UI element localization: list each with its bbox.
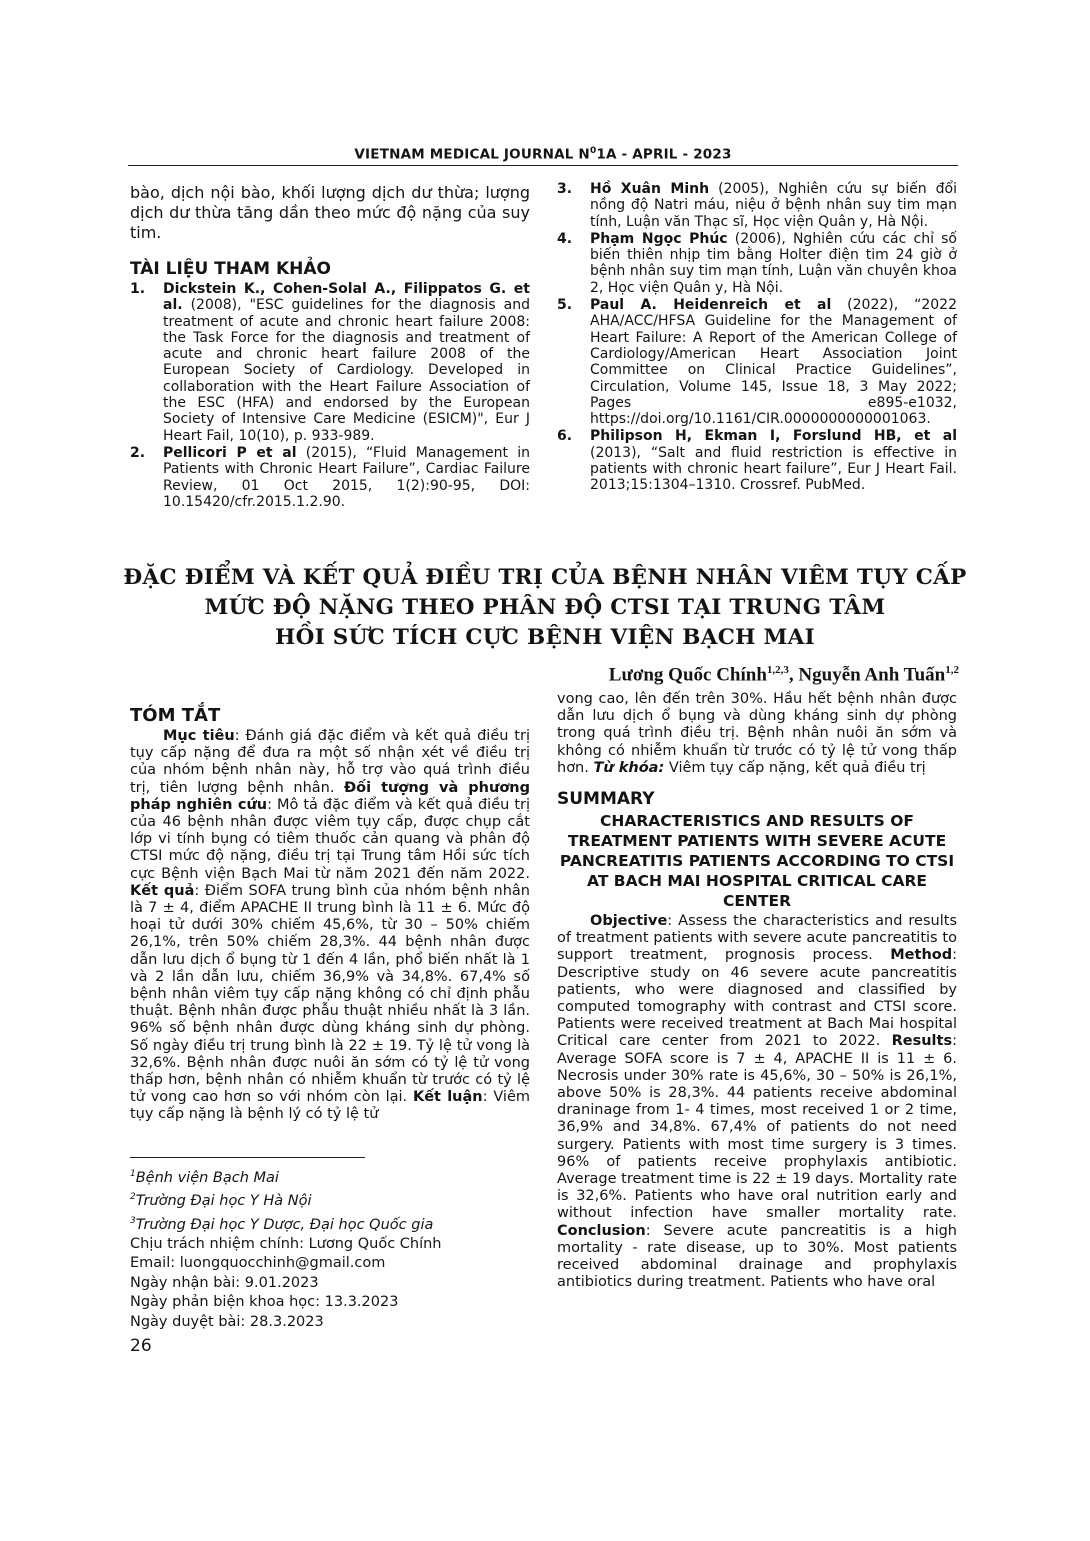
summary-column <box>557 691 957 1291</box>
page-number: 26 <box>130 1336 152 1356</box>
previous-paragraph-end: bào, dịch nội bào, khối lượng dịch dư thừa; lượng dịch dư thừa tăng dần theo mức độ nặng của suy tim. <box>130 183 530 242</box>
reference-item: 3. Hồ Xuân Minh (2005), Nghiên cứu sự biến đổi nồng độ Natri máu, niệu ở bệnh nhân suy tim mạn tính, Luận văn Thạc sĩ, Học viện Quân y, Hà Nội. <box>557 181 957 230</box>
top-left-column <box>130 183 530 511</box>
summary-heading: SUMMARY <box>557 789 655 810</box>
summary-body: Objective: Assess the characteristics and results of treatment patients with severe acute pancreatitis to support treatment, prognosis process. Method: Descriptive study on 46 severe acute pancreatitis patients, who were diagnosed and classified by computed tomography with contrast and CTSI score. Patients were received treatment at Bach Mai hospital Critical care center from 2021 to 2022. Results: Average SOFA score is 7 ± 4, APACHE II is 11 ± 6. Necrosis under 30% rate is 45,6%, 30 – 50% is 26,1%, above 50% is 28,3%. 44 patients receive abdominal draninage from 1- 4 times, most received 1 or 2 time, 36,9% and 34,8%. 67,4% of patients do not need surgery. Patients with most time surgery is 3 times. 96% of patients receive prophylaxis antibiotic. Average treatment time is 22 ± 19 days. Mortality rate is 32,6%. Patients who have oral nutrition early and without infection have smaller mortality rate. Conclusion: Severe acute pancreatitis is a high mortality - rate disease, up to 30%. Most patients received abdominal drainage and prophylaxis antibiotics during treatment. Patients who have oral <box>557 913 957 1291</box>
affiliation-1: $^1$Bệnh viện Bạch Mai <box>130 1169 279 1186</box>
reference-list-left <box>130 281 530 510</box>
tomtat-heading: TÓM TẮT <box>130 705 221 726</box>
article-authors: Lương Quốc Chính$^{1,2,3}$, Nguyễn Anh Tuấn$^{1,2}$ <box>608 664 959 686</box>
tomtat-body: Mục tiêu: Đánh giá đặc điểm và kết quả điều trị tụy cấp nặng để đưa ra một số nhận xét về điều trị của nhóm bệnh nhân này, hỗ trợ vào quá trình điều trị, tiên lượng bệnh nhân. Đối tượng và phương pháp nghiên cứu: Mô tả đặc điểm và kết quả điều trị của 46 bệnh nhân được viêm tụy cấp, được chụp cắt lớp vi tính bụng có tiêm thuốc cản quang và phân độ CTSI mức độ nặng, điều trị tại Trung tâm Hồi sức tích cực Bệnh viện Bạch Mai từ năm 2021 đến năm 2022. Kết quả: Điểm SOFA trung bình của nhóm bệnh nhân là 7 ± 4, điểm APACHE II trung bình là 11 ± 6. Mức độ hoại tử dưới 30% chiếm 45,6%, từ 30 – 50% chiếm 26,1%, trên 50% chiếm 28,3%. 44 bệnh nhân được dẫn lưu dịch ổ bụng từ 1 đến 4 lần, phổ biến nhất là 1 và 2 lần dẫn lưu, chiếm 36,9% và 34,8%. 67,4% số bệnh nhân viêm tụy cấp nặng không có chỉ định phẫu thuật. Bệnh nhân được phẫu thuật nhiều nhất là 3 lần. 96% số bệnh nhân được dùng kháng sinh dự phòng. Số ngày điều trị trung bình là 22 ± 19. Tỷ lệ tử vong là 32,6%. Bệnh nhân được nuôi ăn sớm có tỷ lệ tử vong thấp hơn, bệnh nhân có nhiễm khuẩn từ trước có tỷ lệ tử vong cao hơn so với nhóm còn lại. Kết luận: Viêm tụy cấp nặng là bệnh lý có tỷ lệ tử <box>130 728 531 1123</box>
date-received: Ngày nhận bài: 9.01.2023 <box>130 1274 319 1291</box>
footnotes <box>130 1165 530 1332</box>
references-heading: TÀI LIỆU THAM KHẢO <box>130 259 331 279</box>
date-accepted: Ngày duyệt bài: 28.3.2023 <box>130 1313 324 1330</box>
tomtat-section <box>130 705 530 1124</box>
affiliation-3: $^3$Trường Đại học Y Dược, Đại học Quốc gia <box>130 1215 434 1233</box>
reference-item: 4. Phạm Ngọc Phúc (2006), Nghiên cứu các chỉ số biến thiên nhịp tim bằng Holter điện tim 24 giờ ở bệnh nhân suy tim mạn tính, Luận văn chuyên khoa 2, Học viện Quân y, Hà Nội. <box>557 230 957 296</box>
affiliation-2: $^2$Trường Đại học Y Hà Nội <box>130 1192 312 1210</box>
header-rule <box>128 165 958 166</box>
summary-title: CHARACTERISTICS AND RESULTS OF TREATMENT PATIENTS WITH SEVERE ACUTE PANCREATITIS PATIENTS ACCORDING TO CTSI AT BACH MAI HOSPITAL CRITICAL CARE CENTER <box>559 812 955 911</box>
email: Email: luongquocchinh@gmail.com <box>130 1255 386 1272</box>
article-title: ĐẶC ĐIỂM VÀ KẾT QUẢ ĐIỀU TRỊ CỦA BỆNH NHÂN VIÊM TỤY CẤP MỨC ĐỘ NẶNG THEO PHÂN ĐỘ CTSI TẠI TRUNG TÂM HỒI SỨC TÍCH CỰC BỆNH VIỆN BẠCH MAI <box>123 565 967 650</box>
running-header: VIETNAM MEDICAL JOURNAL $N^01A$ - APRIL - 2023 <box>354 146 732 163</box>
reference-item: 1. Dickstein K., Cohen-Solal A., Filippatos G. et al. (2008), "ESC guidelines for the diagnosis and treatment of acute and chronic heart failure 2008: the Task Force for the diagnosis and treatment of acute and chronic heart failure 2008 of the European Society of Cardiology. Developed in collaboration with the Heart Failure Association of the ESC (HFA) and endorsed by the European Society of Intensive Care Medicine (ESICM)", Eur J Heart Fail, 10(10), p. 933-989. <box>130 281 530 444</box>
reference-list-right <box>557 181 957 494</box>
reference-item: 2. Pellicori P et al (2015), “Fluid Management in Patients with Chronic Heart Failure”, Cardiac Failure Review, 01 Oct 2015, 1(2):90-95, DOI: 10.15420/cfr.2015.1.2.90. <box>130 444 530 510</box>
reference-item: 5. Paul A. Heidenreich et al (2022), “2022 AHA/ACC/HFSA Guideline for the Management of Heart Failure: A Report of the American College of Cardiology/American Heart Association Joint Committee on Clinical Practice Guidelines”, Circulation, Volume 145, Issue 18, 3 May 2022; Pages e895-e1032, https://doi.org/10.1161/CIR.0000000000001063. <box>557 297 957 428</box>
footnote-rule <box>130 1157 365 1158</box>
corresponding-author: Chịu trách nhiệm chính: Lương Quốc Chính <box>130 1235 442 1252</box>
date-reviewed: Ngày phản biện khoa học: 13.3.2023 <box>130 1294 399 1311</box>
top-right-column <box>557 181 957 495</box>
tomtat-continuation: vong cao, lên đến trên 30%. Hầu hết bệnh nhân được dẫn lưu dịch ổ bụng và dùng kháng sinh dự phòng trong quá trình điều trị. Bệnh nhân nuôi ăn sớm và không có nhiễm khuẩn từ trước có tỷ lệ tử vong thấp hơn. Từ khóa: Viêm tụy cấp nặng, kết quả điều trị <box>557 691 957 776</box>
reference-item: 6. Philipson H, Ekman I, Forslund HB, et al (2013), “Salt and fluid restriction is effective in patients with chronic heart failure”, Eur J Heart Fail. 2013;15:1304–1310. Crossref. PubMed. <box>557 428 957 494</box>
